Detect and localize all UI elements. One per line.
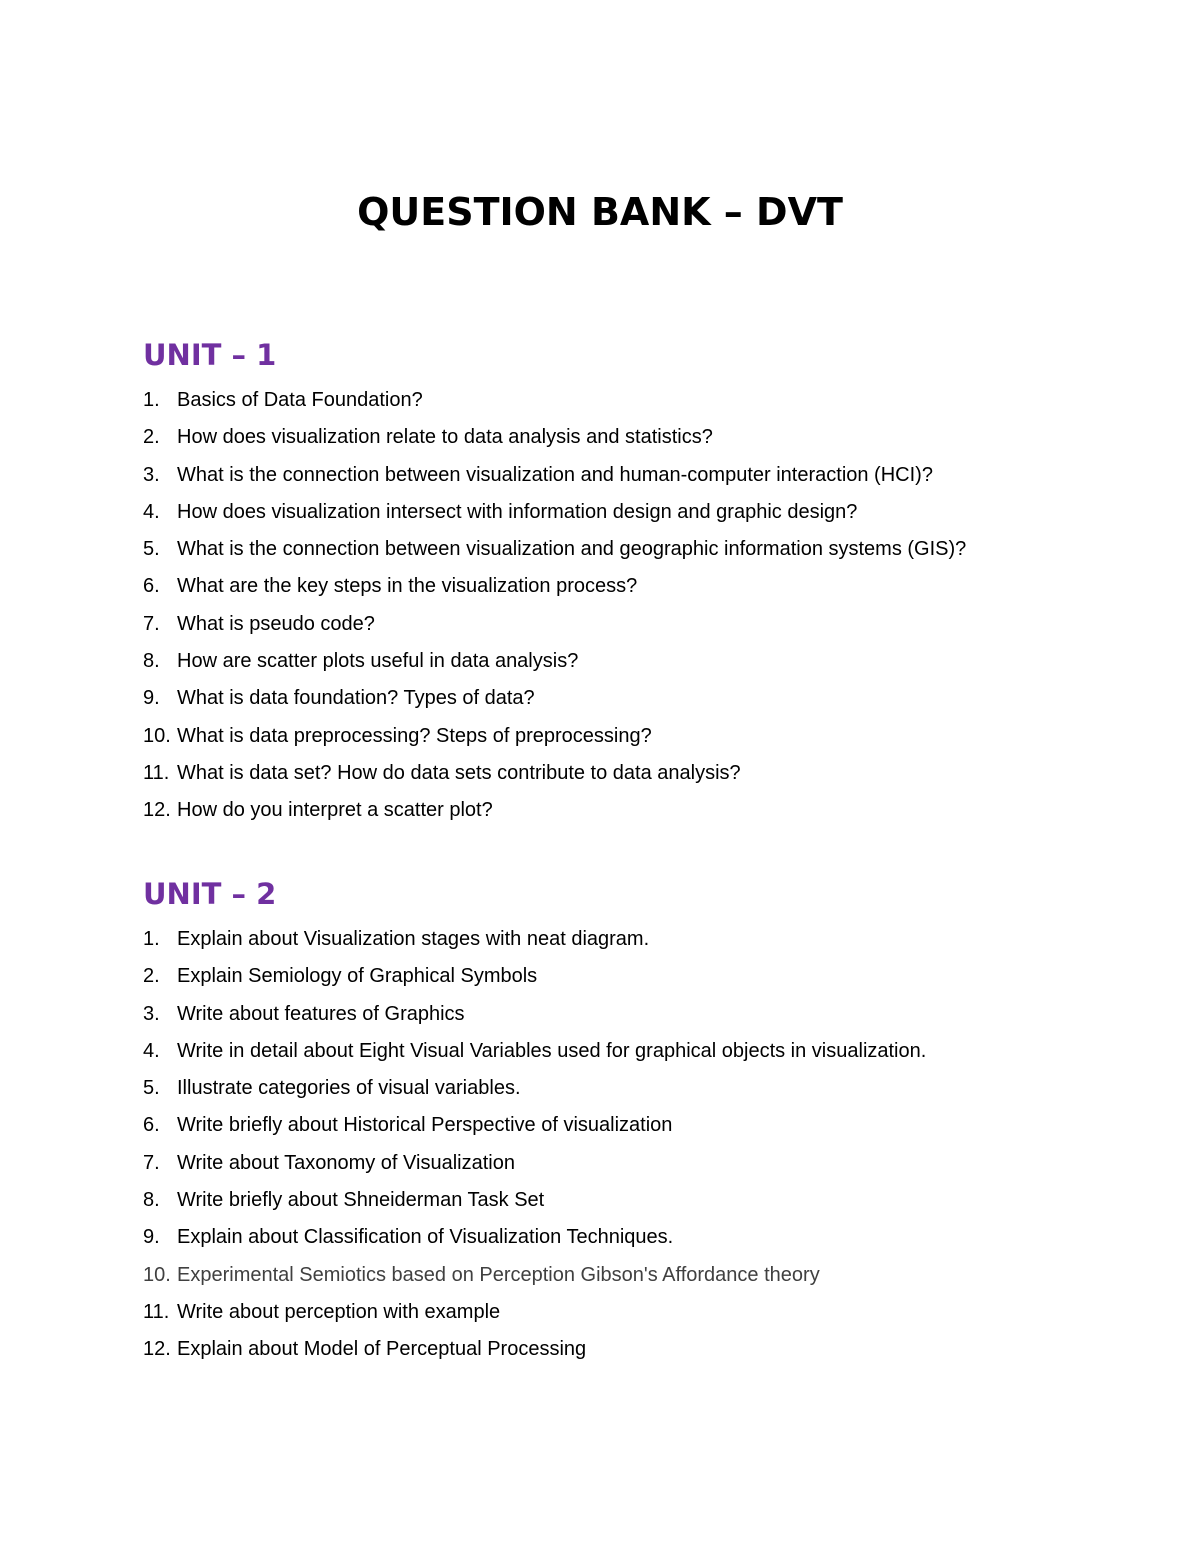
question-text: What is data preprocessing? Steps of preprocessing?: [177, 724, 652, 747]
question-number: 8.: [143, 650, 160, 673]
question-item: [143, 643, 579, 680]
question-number: 1.: [143, 928, 160, 950]
unit-1-section: [143, 336, 967, 830]
question-text: Explain Semiology of Graphical Symbols: [177, 965, 538, 988]
unit-2-heading: UNIT – 2: [143, 877, 277, 911]
question-number: 11.: [143, 1300, 170, 1323]
unit-1-heading: UNIT – 1: [143, 338, 277, 372]
question-item: [143, 996, 465, 1033]
unit-2-section: [143, 875, 927, 1369]
unit-1-question-list: [143, 382, 967, 830]
question-number: 4.: [143, 500, 160, 523]
question-item: [143, 382, 423, 419]
document-title: QUESTION BANK – DVT: [357, 190, 843, 234]
question-text: How does visualization intersect with information design and graphic design?: [177, 500, 858, 523]
question-text: Write about perception with example: [177, 1300, 501, 1323]
question-text: How are scatter plots useful in data analysis?: [177, 650, 579, 673]
question-text: Write briefly about Historical Perspective of visualization: [177, 1114, 673, 1137]
question-number: 10.: [143, 1263, 171, 1286]
question-text: What is data foundation? Types of data?: [177, 687, 535, 710]
question-text: Write about features of Graphics: [177, 1002, 465, 1025]
question-number: 3.: [143, 463, 160, 486]
question-number: 3.: [143, 1002, 160, 1025]
question-item: [143, 718, 652, 755]
question-item: [143, 958, 538, 995]
question-item: [143, 921, 650, 958]
question-item: [143, 1219, 674, 1256]
unit-2-question-list: [143, 921, 927, 1369]
question-number: 7.: [143, 612, 160, 635]
question-number: 5.: [143, 538, 160, 561]
question-number: 1.: [143, 389, 160, 411]
question-text: What is pseudo code?: [177, 612, 375, 635]
question-number: 11.: [143, 761, 170, 784]
question-number: 10.: [143, 724, 171, 747]
question-number: 12.: [143, 1338, 171, 1361]
question-text: How does visualization relate to data analysis and statistics?: [177, 426, 713, 449]
question-item: [143, 457, 933, 494]
question-item: [143, 680, 535, 717]
question-number: 6.: [143, 575, 160, 598]
question-item: [143, 606, 375, 643]
question-text: What are the key steps in the visualization process?: [177, 575, 638, 598]
question-text: Illustrate categories of visual variables.: [177, 1077, 521, 1100]
question-text: Explain about Visualization stages with neat diagram.: [177, 928, 650, 950]
question-item: [143, 755, 741, 792]
question-item: [143, 1331, 587, 1368]
question-item: [143, 1257, 820, 1294]
question-item: [143, 792, 493, 829]
question-text: Write in detail about Eight Visual Variables used for graphical objects in visualization.: [177, 1039, 927, 1062]
question-number: 5.: [143, 1077, 160, 1100]
question-text: Write about Taxonomy of Visualization: [177, 1151, 515, 1174]
question-item: [143, 494, 858, 531]
question-number: 12.: [143, 799, 171, 822]
question-item: [143, 419, 713, 456]
question-number: 2.: [143, 426, 160, 449]
question-number: 4.: [143, 1039, 160, 1062]
question-item: [143, 531, 967, 568]
question-item: [143, 568, 638, 605]
question-text: What is data set? How do data sets contribute to data analysis?: [177, 761, 741, 784]
question-item: [143, 1033, 927, 1070]
question-text: Basics of Data Foundation?: [177, 389, 423, 411]
question-text: Explain about Classification of Visualization Techniques.: [177, 1226, 674, 1249]
question-number: 7.: [143, 1151, 160, 1174]
question-number: 6.: [143, 1114, 160, 1137]
question-item: [143, 1107, 673, 1144]
question-text: Explain about Model of Perceptual Processing: [177, 1338, 587, 1361]
question-number: 2.: [143, 965, 160, 988]
question-text: What is the connection between visualization and geographic information systems (GIS)?: [177, 538, 967, 561]
question-item: [143, 1070, 521, 1107]
question-item: [143, 1294, 501, 1331]
question-item: [143, 1182, 545, 1219]
question-text: Write briefly about Shneiderman Task Set: [177, 1189, 545, 1212]
question-number: 9.: [143, 1226, 160, 1249]
question-text: What is the connection between visualization and human-computer interaction (HCI)?: [177, 463, 933, 486]
question-text: Experimental Semiotics based on Perception Gibson's Affordance theory: [177, 1263, 820, 1286]
question-text: How do you interpret a scatter plot?: [177, 799, 493, 822]
question-number: 9.: [143, 687, 160, 710]
question-number: 8.: [143, 1189, 160, 1212]
question-item: [143, 1145, 515, 1182]
